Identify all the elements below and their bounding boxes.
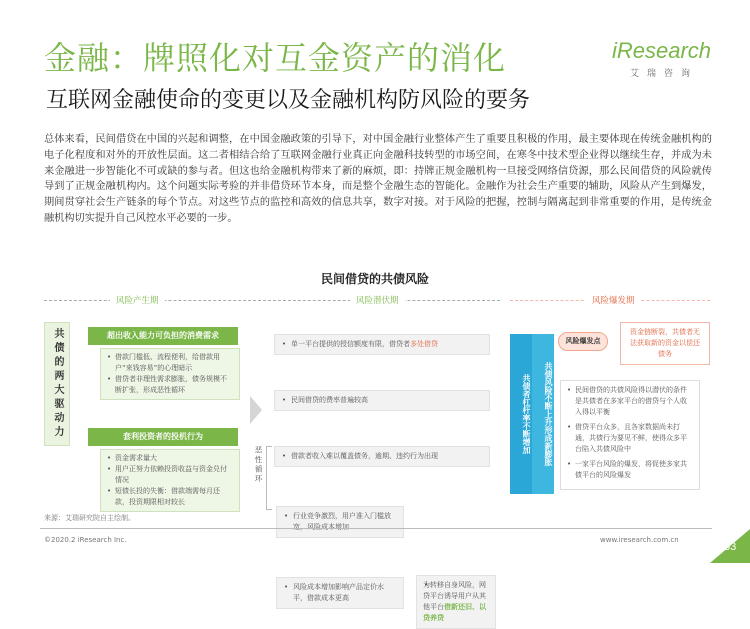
latent-item: • 单一平台提供的授信额度有限，借贷者多处借贷 — [274, 334, 490, 355]
driver1-item: • 借款门槛低、流程便利，给借款用户“来钱容易”的心理暗示 — [107, 352, 233, 374]
driver2-item: • 用户正努力依赖投资收益与资金兑付情况 — [107, 464, 233, 486]
vicious-item: • 行业竞争激烈，用户准入门槛放宽，风险成本增加 — [276, 506, 404, 538]
page-subtitle: 互联网金融使命的变更以及金融机构防风险的要务 — [46, 88, 531, 113]
driver1-box — [100, 348, 240, 400]
latent-item: • 民间借贷的费率普遍较高 — [274, 390, 490, 411]
footer-divider — [40, 528, 712, 529]
diagram-title: 民间借贷的共债风险 — [320, 272, 429, 286]
transfer-box: • 为转移自身风险，网贷平台诱导用户从其他平台借新还旧、以贷养贷 — [416, 575, 496, 629]
driver2-item: • 短债长投的失衡：借款端需每月还款，投资期限相对较长 — [107, 486, 233, 508]
outcome-item: • 一家平台风险的爆发，将促使多家共债平台的风险爆发 — [567, 459, 693, 481]
driver2-box — [100, 449, 240, 512]
page-number: 33 — [724, 541, 737, 553]
intro-paragraph: 总体来看，民间借贷在中国的兴起和调整，在中国金融政策的引导下，对中国金融行业整体产生了重要且积极的作用，最主要体现在传统金融机构的电子化程度和对外的开放性层面。这二者相结合给了互联网金融行业真正向金融科技转型的市场空间，在寒冬中技术型企业得以继续生存，并成为未来金融进一步智能化不可或缺的参与者。但这也给金融机构带来了新的麻烦，即：持牌正规金融机构一旦接受网络信贷源，那么民间借贷的风险就传导到了正规金融机构内。这个问题实际考验的并非借贷环节本身，而是整个金融生态的智能化。金融作为社会生产重要的辅助，风险从产生到爆发，期间贯穿社会生产链条的每个节点。对这些节点的监控和高效的信息共享，数字对接。对于风险的把握，控制与隔离起到非常重要的作用，是传统金融机构切实提升自己风控水平必要的一步。 — [44, 134, 712, 224]
outcome-item: • 借贷平台众多，且各家数据尚未打通，共债行为要见不鲜，使得众多平台陷入共债风险中 — [567, 422, 693, 455]
risk-rising-bar: 共债风险不断上升形成新膨胀 — [532, 334, 554, 494]
leverage-bar: 共债者杠杆率不断增加 — [510, 334, 532, 494]
vicious-cycle-label: 恶性循环 — [254, 446, 263, 484]
website: www.iresearch.com.cn — [600, 536, 679, 544]
logo-cn: 艾瑞咨询 — [630, 69, 699, 79]
driver1-item: • 借贷者非理性需求膨胀，债务规模不断扩张，形成恶性循环 — [107, 374, 233, 396]
latent-item: • 借款者收入难以覆盖债务，逾期、违约行为出现 — [274, 446, 490, 467]
vicious-bracket — [266, 446, 272, 510]
copyright: ©2020.2 iResearch Inc. — [44, 536, 127, 544]
vicious-item: • 风险成本增加影响产品定价水平，借款成本更高 — [276, 577, 404, 609]
driver1-title: 超出收入能力可负担的消费需求 — [88, 327, 238, 345]
phase-latent: 风险潜伏期 — [350, 294, 405, 306]
phase-generation: 风险产生期 — [110, 294, 165, 306]
arrow-right-icon — [250, 396, 262, 424]
funding-break-box: 资金链断裂，共债者无法获取新的资金以偿还债务 — [620, 322, 710, 365]
page-number-badge — [700, 529, 750, 563]
driver2-item: • 资金需求量大 — [107, 453, 233, 464]
logo-text: iResearch — [612, 38, 712, 63]
burst-point: 风险爆发点 — [558, 332, 608, 351]
outcome-item: • 民间借贷的共债风险得以潜伏的条件是共债者在多家平台的借贷与个人收入得以平衡 — [567, 385, 693, 418]
iresearch-logo — [612, 38, 722, 88]
page-title: 金融：牌照化对互金资产的消化 — [44, 39, 507, 77]
driver2-title: 套利投资者的投机行为 — [88, 428, 238, 446]
phase-burst: 风险爆发期 — [586, 294, 641, 306]
drivers-label: 共债的两大驱动力 — [44, 322, 70, 446]
outcomes-box — [560, 380, 700, 490]
source-note: 来源：艾瑞研究院自主绘制。 — [44, 514, 135, 522]
